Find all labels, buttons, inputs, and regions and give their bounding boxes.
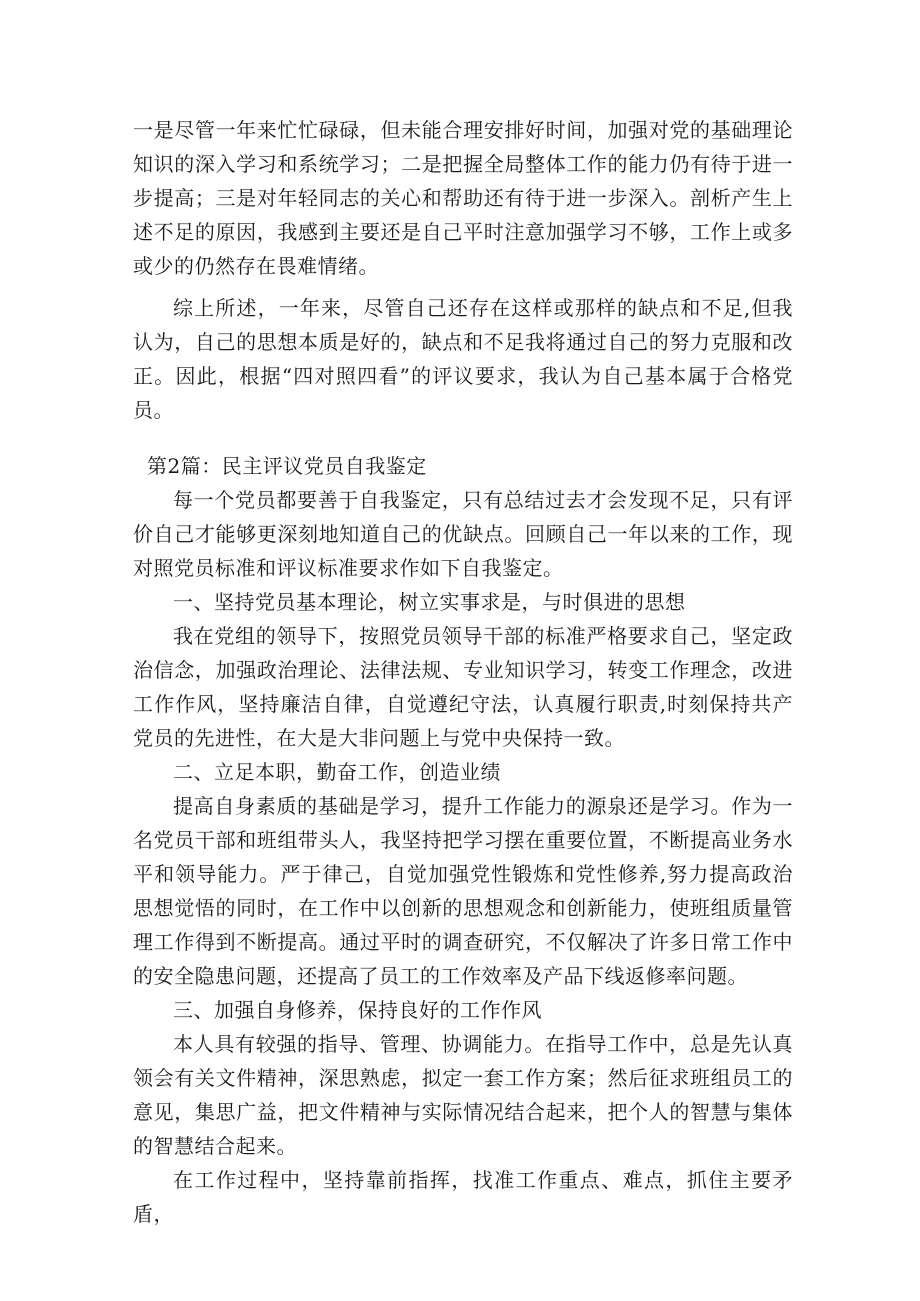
paragraph-four: 在工作过程中，坚持靠前指挥，找准工作重点、难点，抓住主要矛盾， [133,1168,793,1226]
subheading-three: 三、加强自身修养，保持良好的工作作风 [173,998,542,1022]
document-body [133,113,793,1231]
subheading-one: 一、坚持党员基本理论，树立实事求是，与时俱进的思想 [173,590,686,614]
paragraph-one: 我在党组的领导下，按照党员领导干部的标准严格要求自己，坚定政治信念，加强政治理论、法律法规、专业知识学习，转变工作理念，改进工作作风，坚持廉洁自律，自觉遵纪守法，认真履行职责,时刻保持共产党员的先进性，在大是大非问题上与党中央保持一致。 [133,624,793,750]
section-title: 第2篇：民主评议党员自我鉴定 [147,454,427,478]
paragraph-two: 提高自身素质的基础是学习，提升工作能力的源泉还是学习。作为一名党员干部和班组带头人，我坚持把学习摆在重要位置，不断提高业务水平和领导能力。严于律己，自觉加强党性锻炼和党性修养,努力提高政治思想觉悟的同时，在工作中以创新的思想观念和创新能力，使班组质量管理工作得到不断提高。通过平时的调查研究，不仅解决了许多日常工作中的安全隐患问题，还提高了员工的工作效率及产品下线返修率问题。 [133,794,793,988]
paragraph-shortcomings: 一是尽管一年来忙忙碌碌，但未能合理安排好时间，加强对党的基础理论知识的深入学习和系统学习；二是把握全局整体工作的能力仍有待于进一步提高；三是对年轻同志的关心和帮助还有待于进一步深入。剖析产生上述不足的原因，我感到主要还是自己平时注意加强学习不够，工作上或多或少的仍然存在畏难情绪。 [133,118,793,278]
paragraph-summary: 综上所述，一年来，尽管自己还存在这样或那样的缺点和不足,但我认为，自己的思想本质是好的，缺点和不足我将通过自己的努力克服和改正。因此，根据“四对照四看”的评议要求，我认为自己基本属于合格党员。 [133,296,793,422]
subheading-two: 二、立足本职，勤奋工作，创造业绩 [173,760,501,784]
paragraph-three: 本人具有较强的指导、管理、协调能力。在指导工作中，总是先认真领会有关文件精神，深思熟虑，拟定一套工作方案；然后征求班组员工的意见，集思广益，把文件精神与实际情况结合起来，把个人的智慧与集体的智慧结合起来。 [133,1032,793,1158]
paragraph-intro: 每一个党员都要善于自我鉴定，只有总结过去才会发现不足，只有评价自己才能够更深刻地知道自己的优缺点。回顾自己一年以来的工作，现对照党员标准和评议标准要求作如下自我鉴定。 [133,488,793,580]
